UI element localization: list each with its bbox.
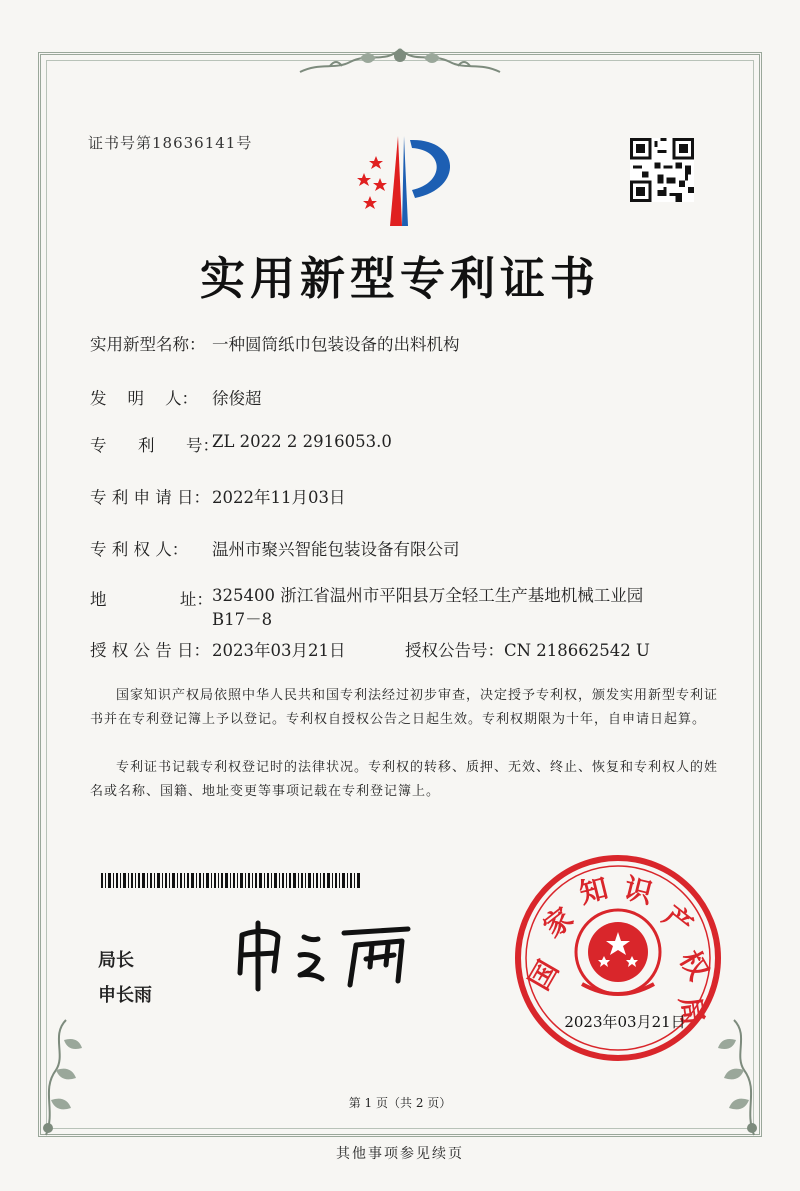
field-label: 实用新型名称： xyxy=(90,335,206,354)
field-value: ZL 2022 2 2916053.0 xyxy=(212,432,392,451)
bottom-left-ornament-icon xyxy=(36,1000,116,1140)
qr-code-icon xyxy=(628,138,696,202)
barcode-icon xyxy=(101,873,360,888)
svg-text:识: 识 xyxy=(620,871,656,911)
field-address xyxy=(90,586,652,632)
svg-text:国: 国 xyxy=(522,954,566,996)
svg-text:家: 家 xyxy=(536,900,580,945)
field-value: 2022年11月03日 xyxy=(212,488,346,507)
director-title: 局长 xyxy=(98,950,134,971)
top-ornament-icon xyxy=(290,44,510,84)
field-label: 地 址： xyxy=(90,590,213,609)
director-signature-icon xyxy=(228,915,428,995)
field-label: 授权公告号： xyxy=(405,641,504,660)
declaration-paragraph-2: 专利证书记载专利权登记时的法律状况。专利权的转移、质押、无效、终止、恢复和专利权人的姓名或名称、国籍、地址变更等事项记载在专利登记簿上。 xyxy=(90,760,719,799)
page-title: 实用新型专利证书 xyxy=(199,252,600,305)
seal-date: 2023年03月21日 xyxy=(564,1013,686,1031)
field-label: 授 权 公 告 日： xyxy=(90,641,210,660)
field-value: CN 218662542 U xyxy=(504,641,650,660)
svg-text:权: 权 xyxy=(672,944,716,986)
field-value: 徐俊超 xyxy=(212,389,262,408)
field-inventor xyxy=(90,385,262,409)
cnipa-logo-icon xyxy=(340,128,470,233)
svg-text:知: 知 xyxy=(576,871,612,911)
field-filing-date xyxy=(90,484,345,508)
field-grant-date xyxy=(90,637,345,661)
field-grant-number xyxy=(405,637,650,661)
field-patentee xyxy=(90,536,460,560)
field-value: 一种圆筒纸巾包装设备的出料机构 xyxy=(212,335,460,354)
field-label: 专 利 申 请 日： xyxy=(90,488,210,507)
svg-text:产: 产 xyxy=(656,898,700,943)
field-label: 专 利 号： xyxy=(90,436,219,455)
declaration-paragraph-1: 国家知识产权局依照中华人民共和国专利法经过初步审查，决定授予专利权，颁发实用新型专利证书并在专利登记簿上予以登记。专利权自授权公告之日起生效。专利权期限为十年，自申请日起算。 xyxy=(90,688,719,727)
field-value: 325400 浙江省温州市平阳县万全轻工生产基地机械工业园B17－8 xyxy=(212,586,644,629)
official-seal-icon xyxy=(512,852,724,1064)
footer-note: 其他事项参见续页 xyxy=(336,1146,464,1162)
field-label: 专 利 权 人： xyxy=(90,540,189,559)
field-label: 发 明 人： xyxy=(90,389,198,408)
page-number: 第 1 页（共 2 页） xyxy=(348,1096,452,1110)
field-utility-model-name xyxy=(90,331,460,355)
field-value: 2023年03月21日 xyxy=(212,641,346,660)
director-name: 申长雨 xyxy=(98,985,152,1006)
svg-text:局: 局 xyxy=(673,994,710,1027)
certificate-number: 证书号第18636141号 xyxy=(88,134,253,152)
field-patent-number xyxy=(90,432,392,456)
field-value: 温州市聚兴智能包装设备有限公司 xyxy=(212,540,460,559)
